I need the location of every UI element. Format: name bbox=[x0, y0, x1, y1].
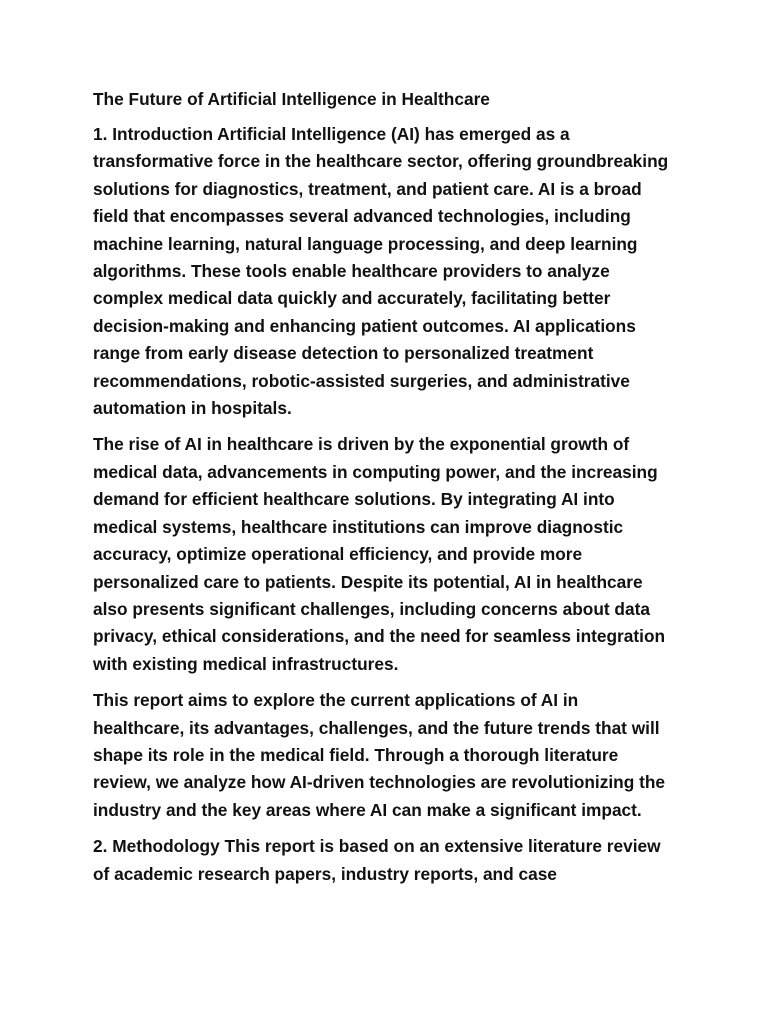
paragraph-methodology: 2. Methodology This report is based on an extensive literature review of academic research papers, industry reports, and case bbox=[93, 836, 661, 884]
paragraph-report-aims: This report aims to explore the current applications of AI in healthcare, its advantages, challenges, and the future trends that will shape its role in the medical field. Through a thorough literature review, we analyze how AI-driven technologies are revolutionizing the industry and the key areas where AI can make a significant impact. bbox=[93, 690, 666, 820]
paragraph-rise-of-ai: The rise of AI in healthcare is driven by the exponential growth of medical data, advancements in computing power, and the increasing demand for efficient healthcare solutions. By integrating AI into medical systems, healthcare institutions can improve diagnostic accuracy, optimize operational efficiency, and provide more personalized care to patients. Despite its potential, AI in healthcare also presents significant challenges, including concerns about data privacy, ethical considerations, and the need for seamless integration with existing medical infrastructures. bbox=[93, 434, 666, 674]
paragraph-introduction: 1. Introduction Artificial Intelligence (AI) has emerged as a transformative force in the healthcare sector, offering groundbreaking solutions for diagnostics, treatment, and patient care. AI is a broad field that encompasses several advanced technologies, including machine learning, natural language processing, and deep learning algorithms. These tools enable healthcare providers to analyze complex medical data quickly and accurately, facilitating better decision-making and enhancing patient outcomes. AI applications range from early disease detection to personalized treatment recommendations, robotic-assisted surgeries, and administrative automation in hospitals. bbox=[93, 124, 669, 419]
document-title: The Future of Artificial Intelligence in Healthcare bbox=[93, 89, 490, 109]
